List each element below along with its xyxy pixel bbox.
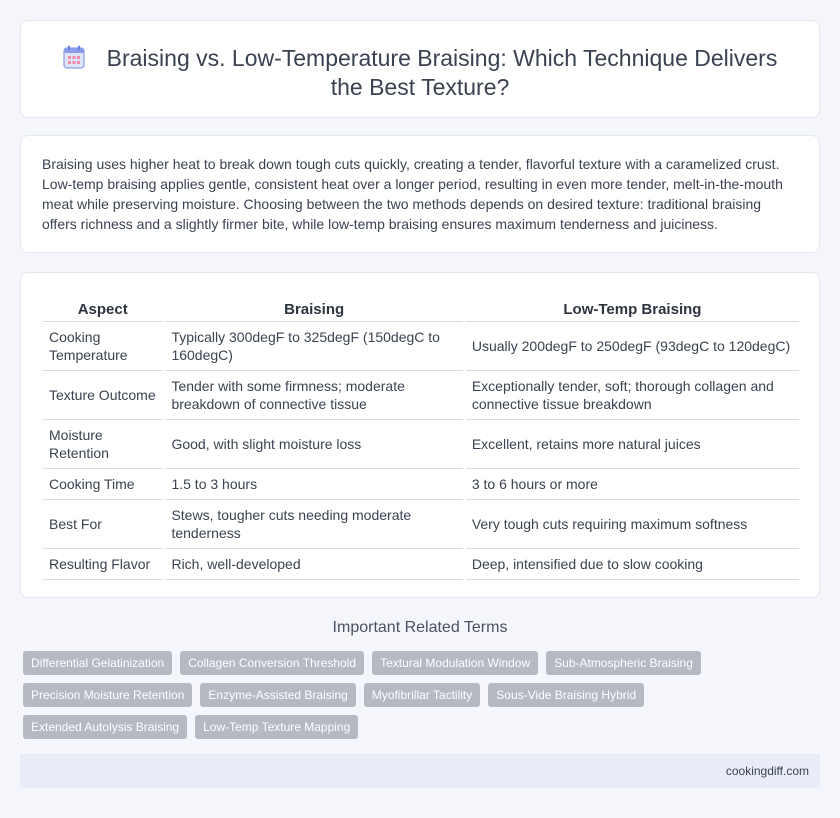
table-row (43, 548, 799, 579)
cell-aspect: Moisture Retention (43, 419, 164, 468)
cell-aspect: Best For (43, 499, 164, 548)
cell-braising: Tender with some firmness; moderate breakdown of connective tissue (164, 370, 464, 419)
related-tag[interactable]: Differential Gelatinization (23, 651, 172, 675)
table-header-row (43, 293, 799, 321)
cell-braising: Rich, well-developed (164, 548, 464, 579)
calendar-grid-icon (63, 45, 85, 69)
table-row (43, 321, 799, 370)
related-tag[interactable]: Low-Temp Texture Mapping (195, 715, 358, 739)
related-tag[interactable]: Precision Moisture Retention (23, 683, 192, 707)
header-braising: Braising (164, 293, 464, 321)
cell-low-temp: Excellent, retains more natural juices (464, 419, 799, 468)
table-row (43, 499, 799, 548)
related-tag[interactable]: Extended Autolysis Braising (23, 715, 187, 739)
cell-low-temp: Very tough cuts requiring maximum softness (464, 499, 799, 548)
cell-braising: Typically 300degF to 325degF (150degC to 160degC) (164, 321, 464, 370)
cell-aspect: Resulting Flavor (43, 548, 164, 579)
comparison-table (43, 293, 799, 580)
table-row (43, 468, 799, 499)
cell-low-temp: Deep, intensified due to slow cooking (464, 548, 799, 579)
related-tag[interactable]: Collagen Conversion Threshold (180, 651, 364, 675)
related-terms-heading: Important Related Terms (332, 619, 508, 636)
cell-low-temp: Usually 200degF to 250degF (93degC to 120degC) (464, 321, 799, 370)
intro-card (20, 135, 820, 253)
intro-paragraph: Braising uses higher heat to break down tough cuts quickly, creating a tender, flavorful texture with a caramelized crust. Low-temp braising applies gentle, consistent heat over a longer period, resulting in even more tender, melt-in-the-mouth meat while preserving moisture. Choosing between the two methods depends on desired texture: traditional braising offers richness and a slightly firmer bite, while low-temp braising ensures maximum tenderness and juiciness. (42, 156, 783, 232)
cell-aspect: Cooking Temperature (43, 321, 164, 370)
cell-low-temp: Exceptionally tender, soft; thorough collagen and connective tissue breakdown (464, 370, 799, 419)
cell-braising: Good, with slight moisture loss (164, 419, 464, 468)
related-tag[interactable]: Textural Modulation Window (372, 651, 538, 675)
header-aspect: Aspect (43, 293, 164, 321)
page-title: Braising vs. Low-Temperature Braising: Which Technique Delivers the Best Texture? (106, 45, 778, 100)
related-tag[interactable]: Sous-Vide Braising Hybrid (488, 683, 644, 707)
cell-braising: 1.5 to 3 hours (164, 468, 464, 499)
table-row (43, 419, 799, 468)
related-terms-list (23, 651, 823, 747)
related-tag[interactable]: Sub-Atmospheric Braising (546, 651, 701, 675)
related-tag[interactable]: Enzyme-Assisted Braising (200, 683, 355, 707)
comparison-card (20, 272, 820, 598)
cell-braising: Stews, tougher cuts needing moderate tenderness (164, 499, 464, 548)
footer-bar (20, 754, 820, 788)
related-tag[interactable]: Myofibrillar Tactility (364, 683, 480, 707)
site-link[interactable]: cookingdiff.com (725, 764, 809, 778)
header-low-temp-braising: Low-Temp Braising (464, 293, 799, 321)
page-title-wrap (21, 44, 819, 102)
cell-aspect: Cooking Time (43, 468, 164, 499)
title-card (20, 20, 820, 118)
cell-low-temp: 3 to 6 hours or more (464, 468, 799, 499)
cell-aspect: Texture Outcome (43, 370, 164, 419)
table-row (43, 370, 799, 419)
